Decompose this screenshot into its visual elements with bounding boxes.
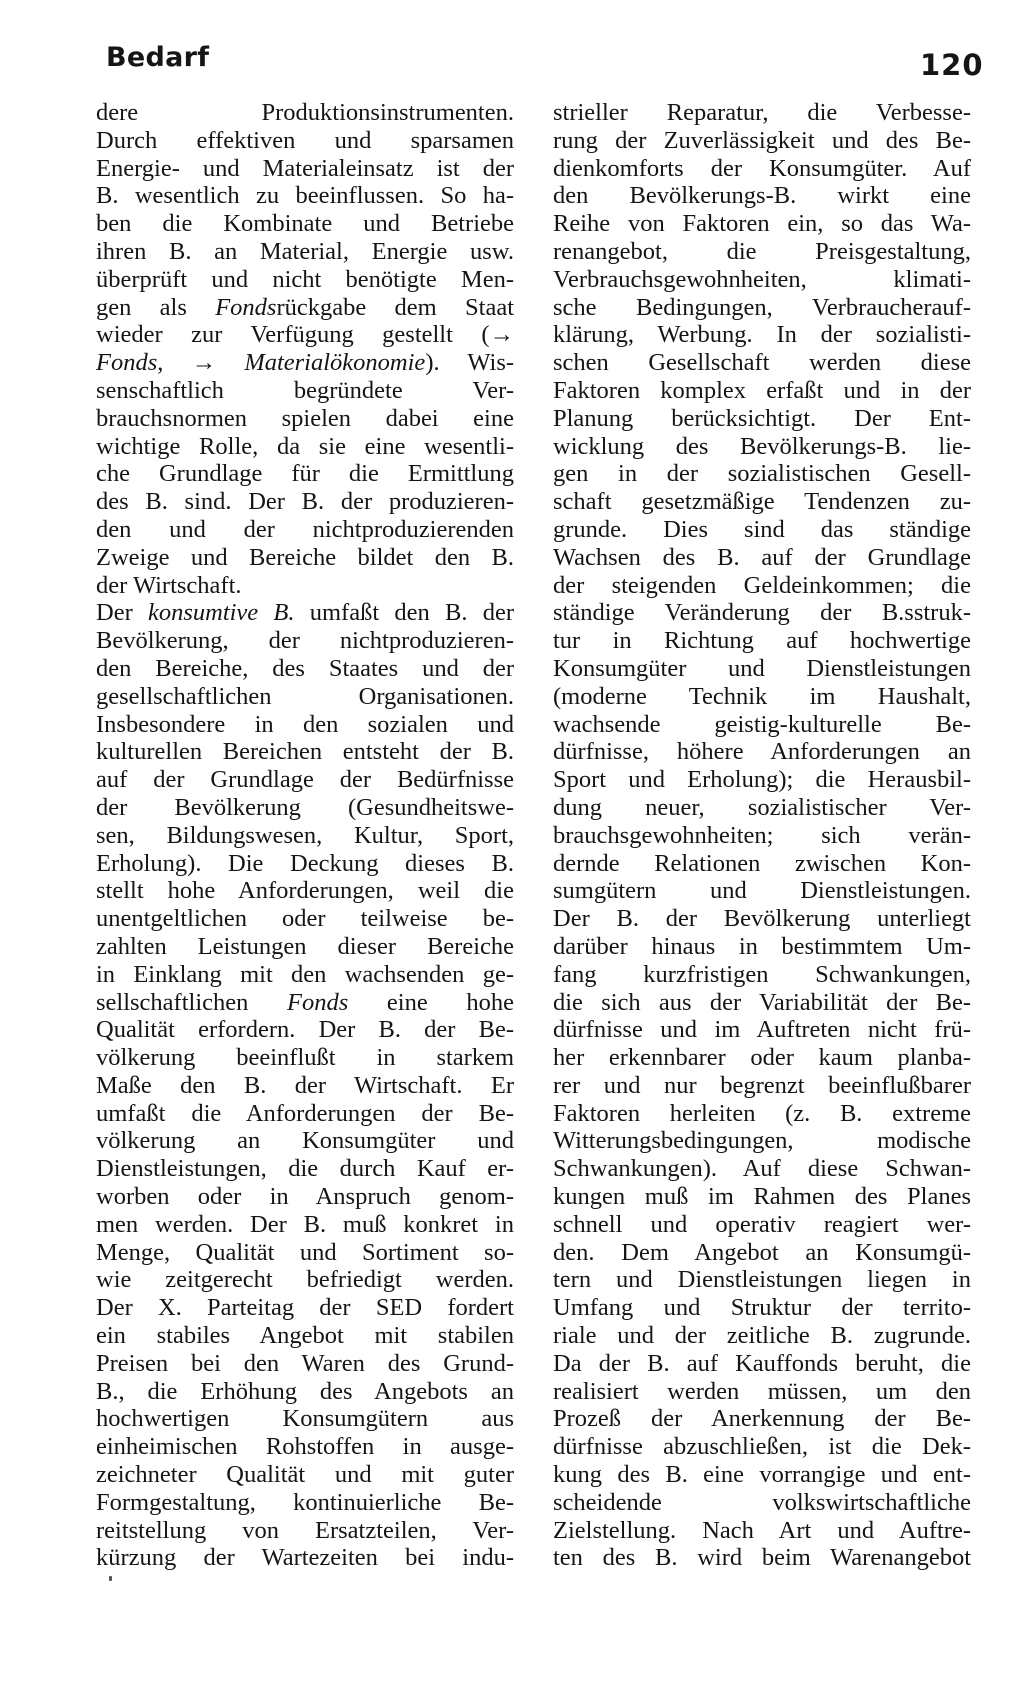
text-line: umfaßt die Anforderungen der Be-	[96, 1099, 514, 1127]
text-line: völkerung an Konsumgüter und	[96, 1127, 514, 1155]
text-line: B. wesentlich zu beeinflussen. So ha-	[96, 182, 514, 210]
text-line: fang kurzfristigen Schwankungen,	[553, 960, 971, 988]
text-line: hochwertigen Konsumgütern aus	[96, 1405, 514, 1433]
text-line: ständige Veränderung der B.sstruk-	[553, 599, 971, 627]
text-line: Der X. Parteitag der SED fordert	[96, 1294, 514, 1322]
text-line: Zielstellung. Nach Art und Auftre-	[553, 1516, 971, 1544]
text-line: Schwankungen). Auf diese Schwan-	[553, 1155, 971, 1183]
text-line: Zweige und Bereiche bildet den B.	[96, 543, 514, 571]
text-line: klärung, Werbung. In der sozialisti-	[553, 321, 971, 349]
text-line: Durch effektiven und sparsamen	[96, 126, 514, 154]
text-line: dürfnisse, höhere Anforderungen an	[553, 738, 971, 766]
text-line: ihren B. an Material, Energie usw.	[96, 237, 514, 265]
text-line: sellschaftlichen Fonds eine hohe	[96, 988, 514, 1016]
text-line: dernde Relationen zwischen Kon-	[553, 849, 971, 877]
text-line: den Bevölkerungs-B. wirkt eine	[553, 182, 971, 210]
text-line: gesellschaftlichen Organisationen.	[96, 682, 514, 710]
left-text-column	[96, 99, 514, 1572]
text-line: che Grundlage für die Ermittlung	[96, 460, 514, 488]
text-line: brauchsgewohnheiten; sich verän-	[553, 821, 971, 849]
text-line: Da der B. auf Kauffonds beruht, die	[553, 1349, 971, 1377]
text-line: überprüft und nicht benötigte Men-	[96, 265, 514, 293]
text-line: rung der Zuverlässigkeit und des Be-	[553, 126, 971, 154]
text-line: Sport und Erholung); die Herausbil-	[553, 766, 971, 794]
text-line: schaft gesetzmäßige Tendenzen zu-	[553, 488, 971, 516]
text-line: ben die Kombinate und Betriebe	[96, 210, 514, 238]
text-line: brauchsnormen spielen dabei eine	[96, 404, 514, 432]
text-line: men werden. Der B. muß konkret in	[96, 1210, 514, 1238]
running-head-title: Bedarf	[106, 42, 210, 73]
text-line: Erholung). Die Deckung dieses B.	[96, 849, 514, 877]
text-line: grunde. Dies sind das ständige	[553, 515, 971, 543]
text-line: Planung berücksichtigt. Der Ent-	[553, 404, 971, 432]
text-line: Witterungsbedingungen, modische	[553, 1127, 971, 1155]
text-line: völkerung beeinflußt in starkem	[96, 1044, 514, 1072]
text-line: dere Produktionsinstrumenten.	[96, 99, 514, 126]
text-line: den Bereiche, des Staates und der	[96, 654, 514, 682]
text-line: kürzung der Wartezeiten bei indu-	[96, 1544, 514, 1572]
text-line: B., die Erhöhung des Angebots an	[96, 1377, 514, 1405]
text-line: scheidende volkswirtschaftliche	[553, 1488, 971, 1516]
text-line: zahlten Leistungen dieser Bereiche	[96, 932, 514, 960]
text-line: darüber hinaus in bestimmtem Um-	[553, 932, 971, 960]
text-line: zeichneter Qualität und mit guter	[96, 1461, 514, 1489]
text-line: realisiert werden müssen, um den	[553, 1377, 971, 1405]
text-line: reitstellung von Ersatzteilen, Ver-	[96, 1516, 514, 1544]
text-line: einheimischen Rohstoffen in ausge-	[96, 1433, 514, 1461]
text-line: dung neuer, sozialistischer Ver-	[553, 793, 971, 821]
text-line: Qualität erfordern. Der B. der Be-	[96, 1016, 514, 1044]
text-line: dienkomforts der Konsumgüter. Auf	[553, 154, 971, 182]
text-line: wichtige Rolle, da sie eine wesentli-	[96, 432, 514, 460]
text-line: Preisen bei den Waren des Grund-	[96, 1349, 514, 1377]
text-line: der Bevölkerung (Gesundheitswe-	[96, 793, 514, 821]
text-line: Reihe von Faktoren ein, so das Wa-	[553, 210, 971, 238]
text-line: ein stabiles Angebot mit stabilen	[96, 1322, 514, 1350]
text-line: Wachsen des B. auf der Grundlage	[553, 543, 971, 571]
text-line: Insbesondere in den sozialen und	[96, 710, 514, 738]
text-line: des B. sind. Der B. der produzieren-	[96, 488, 514, 516]
text-line: tern und Dienstleistungen liegen in	[553, 1266, 971, 1294]
text-line: Prozeß der Anerkennung der Be-	[553, 1405, 971, 1433]
text-line: den und der nichtproduzierenden	[96, 515, 514, 543]
text-line: kung des B. eine vorrangige und ent-	[553, 1461, 971, 1489]
text-line: die sich aus der Variabilität der Be-	[553, 988, 971, 1016]
print-speck	[109, 1576, 112, 1581]
text-line: riale und der zeitliche B. zugrunde.	[553, 1322, 971, 1350]
text-line: (moderne Technik im Haushalt,	[553, 682, 971, 710]
text-line: Umfang und Struktur der territo-	[553, 1294, 971, 1322]
text-line: wieder zur Verfügung gestellt (→	[96, 321, 514, 349]
text-line: tur in Richtung auf hochwertige	[553, 627, 971, 655]
text-line: in Einklang mit den wachsenden ge-	[96, 960, 514, 988]
text-line: Der B. der Bevölkerung unterliegt	[553, 905, 971, 933]
text-line: Verbrauchsgewohnheiten, klimati-	[553, 265, 971, 293]
text-line: wachsende geistig-kulturelle Be-	[553, 710, 971, 738]
text-line: senschaftlich begründete Ver-	[96, 376, 514, 404]
text-line: kulturellen Bereichen entsteht der B.	[96, 738, 514, 766]
text-line: der steigenden Geldeinkommen; die	[553, 571, 971, 599]
text-line: renangebot, die Preisgestaltung,	[553, 237, 971, 265]
text-line: Bevölkerung, der nichtproduzieren-	[96, 627, 514, 655]
text-line: Faktoren komplex erfaßt und in der	[553, 376, 971, 404]
text-line: Konsumgüter und Dienstleistungen	[553, 654, 971, 682]
text-line: rer und nur begrenzt beeinflußbarer	[553, 1071, 971, 1099]
text-line: den. Dem Angebot an Konsumgü-	[553, 1238, 971, 1266]
text-line: Formgestaltung, kontinuierliche Be-	[96, 1488, 514, 1516]
page-number: 120	[920, 48, 984, 82]
text-line: stellt hohe Anforderungen, weil die	[96, 877, 514, 905]
text-line: wicklung des Bevölkerungs-B. lie-	[553, 432, 971, 460]
text-line: unentgeltlichen oder teilweise be-	[96, 905, 514, 933]
text-line: Dienstleistungen, die durch Kauf er-	[96, 1155, 514, 1183]
text-line: Menge, Qualität und Sortiment so-	[96, 1238, 514, 1266]
text-line: ten des B. wird beim Warenangebot	[553, 1544, 971, 1572]
text-line: sumgütern und Dienstleistungen.	[553, 877, 971, 905]
text-line: worben oder in Anspruch genom-	[96, 1183, 514, 1211]
text-line: kungen muß im Rahmen des Planes	[553, 1183, 971, 1211]
text-line: Der konsumtive B. umfaßt den B. der	[96, 599, 514, 627]
text-line: der Wirtschaft.	[96, 571, 242, 599]
text-line: strieller Reparatur, die Verbesse-	[553, 99, 971, 126]
text-line: gen als Fondsrückgabe dem Staat	[96, 293, 515, 321]
text-line: dürfnisse und im Auftreten nicht frü-	[553, 1016, 971, 1044]
text-line: dürfnisse abzuschließen, ist die Dek-	[553, 1433, 971, 1461]
text-line: sche Bedingungen, Verbraucherauf-	[553, 293, 971, 321]
text-line: Faktoren herleiten (z. B. extreme	[553, 1099, 971, 1127]
text-line: schen Gesellschaft werden diese	[553, 349, 971, 377]
text-line: gen in der sozialistischen Gesell-	[553, 460, 971, 488]
text-line: schnell und operativ reagiert wer-	[553, 1210, 971, 1238]
right-text-column	[553, 99, 971, 1572]
text-line: sen, Bildungswesen, Kultur, Sport,	[96, 821, 514, 849]
text-line: wie zeitgerecht befriedigt werden.	[96, 1266, 514, 1294]
text-line: Fonds, → Materialökonomie). Wis-	[96, 349, 515, 377]
text-line: Energie- und Materialeinsatz ist der	[96, 154, 514, 182]
text-line: her erkennbarer oder kaum planba-	[553, 1044, 971, 1072]
text-line: Maße den B. der Wirtschaft. Er	[96, 1071, 514, 1099]
text-line: auf der Grundlage der Bedürfnisse	[96, 766, 514, 794]
